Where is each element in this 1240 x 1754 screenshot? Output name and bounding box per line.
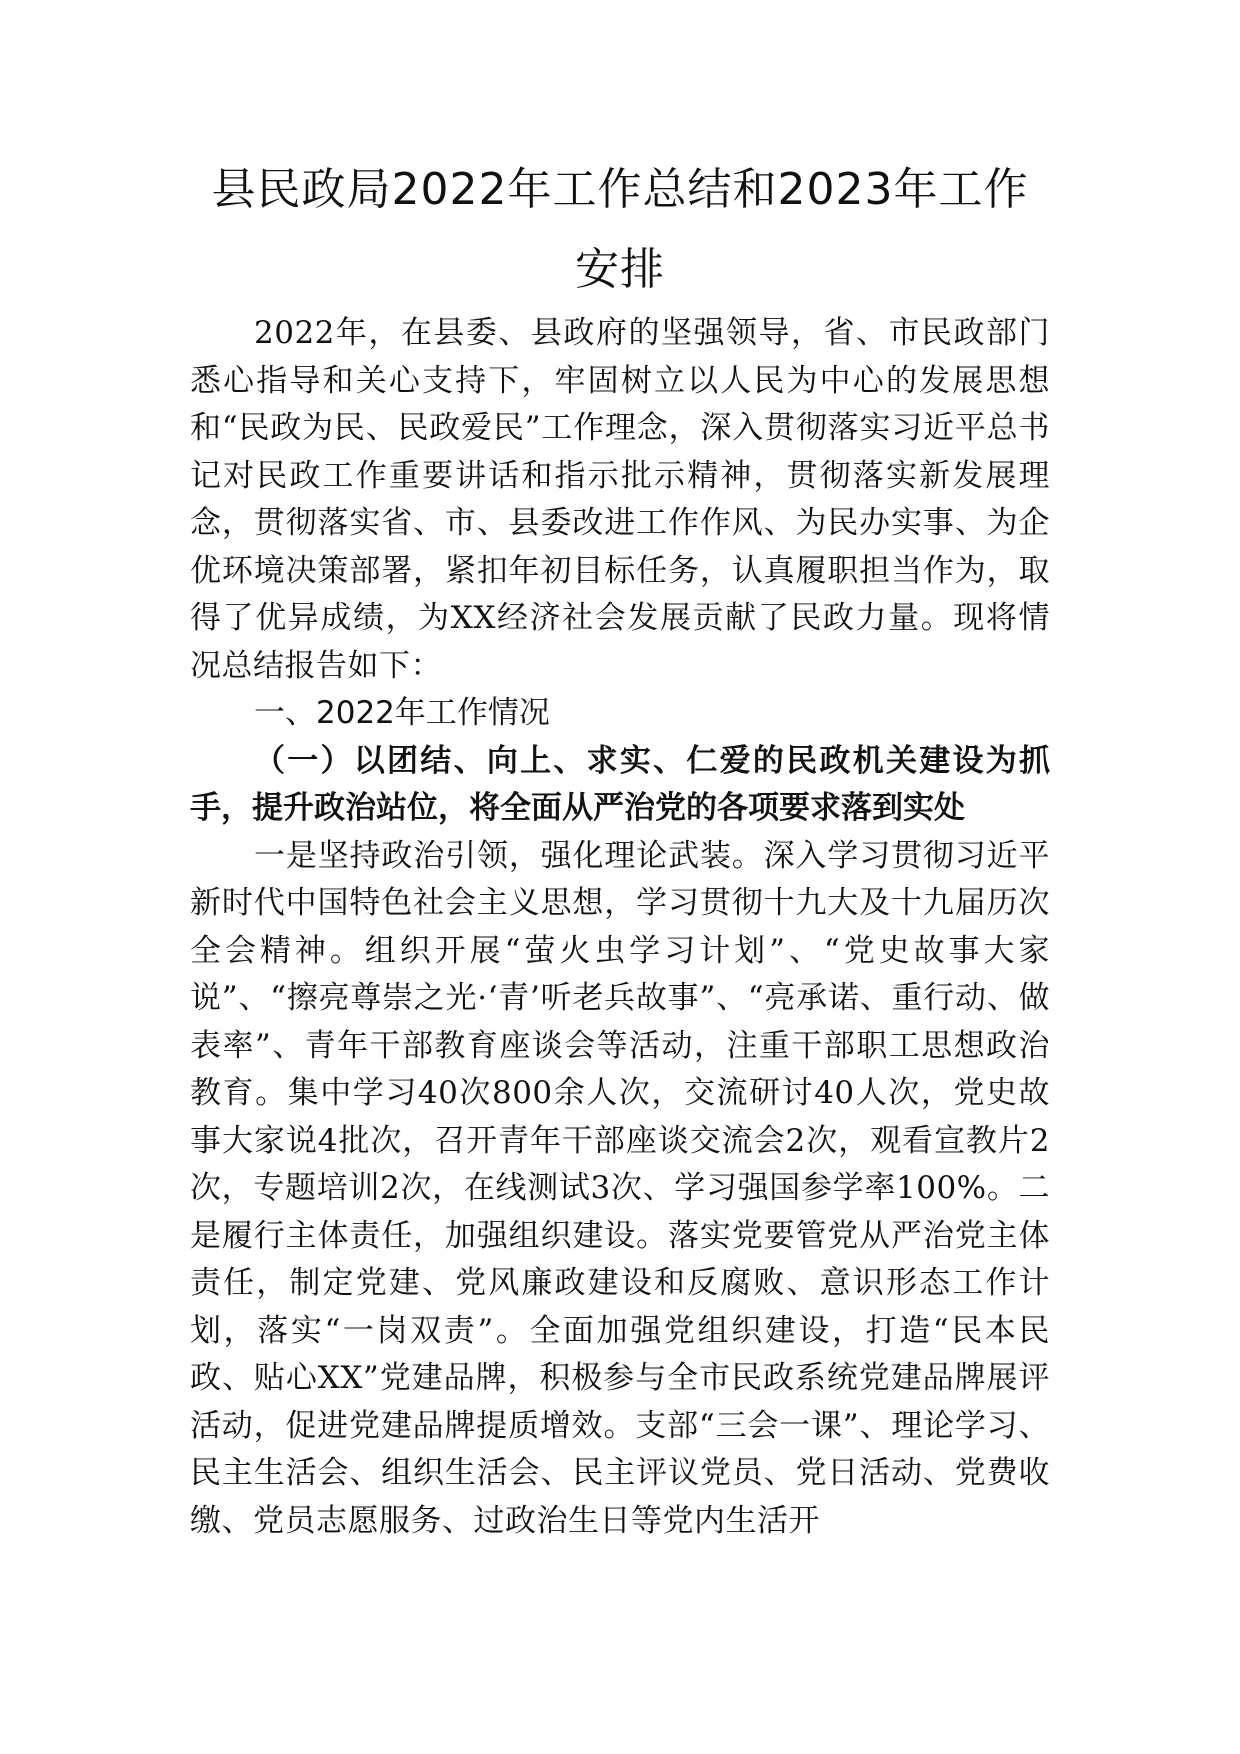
body-paragraph: 一是坚持政治引领，强化理论武装。深入学习贯彻习近平新时代中国特色社会主义思想，学习贯彻十九大及十九届历次全会精神。组织开展“萤火虫学习计划”、“党史故事大家说”、“擦亮尊崇之光·‘青’听老兵故事”、“亮承诺、重行动、做表率”、青年干部教育座谈会等活动，注重干部职工思想政治教育。集中学习40次800余人次，交流研讨40人次，党史故事大家说4批次，召开青年干部座谈交流会2次，观看宣教片2次，专题培训2次，在线测试3次、学习强国参学率100%。二是履行主体责任，加强组织建设。落实党要管党从严治党主体责任，制定党建、党风廉政建设和反腐败、意识形态工作计划，落实“一岗双责”。全面加强党组织建设，打造“民本民政、贴心XX”党建品牌，积极参与全市民政系统党建品牌展评活动，促进党建品牌提质增效。支部“三会一课”、理论学习、民主生活会、组织生活会、民主评议党员、党日活动、党费收缴、党员志愿服务、过政治生日等党内生活开 — [190, 837, 1050, 1539]
intro-paragraph: 2022年，在县委、县政府的坚强领导，省、市民政部门悉心指导和关心支持下，牢固树立以人民为中心的发展思想和“民政为民、民政爱民”工作理念，深入贯彻落实习近平总书记对民政工作重要讲话和指示批示精神，贯彻落实新发展理念，贯彻落实省、市、县委改进工作作风、为民办实事、为企优环境决策部署，紧扣年初目标任务，认真履职担当作为，取得了优异成绩，为XX经济社会发展贡献了民政力量。现将情况总结报告如下： — [190, 315, 1050, 684]
subsection-heading: （一）以团结、向上、求实、仁爱的民政机关建设为抓手，提升政治站位，将全面从严治党的各项要求落到实处 — [190, 742, 1050, 826]
section-heading: 一、2022年工作情况 — [254, 695, 550, 731]
document-title: 县民政局2022年工作总结和2023年工作安排 — [211, 164, 1029, 295]
document-page — [190, 150, 1050, 1545]
